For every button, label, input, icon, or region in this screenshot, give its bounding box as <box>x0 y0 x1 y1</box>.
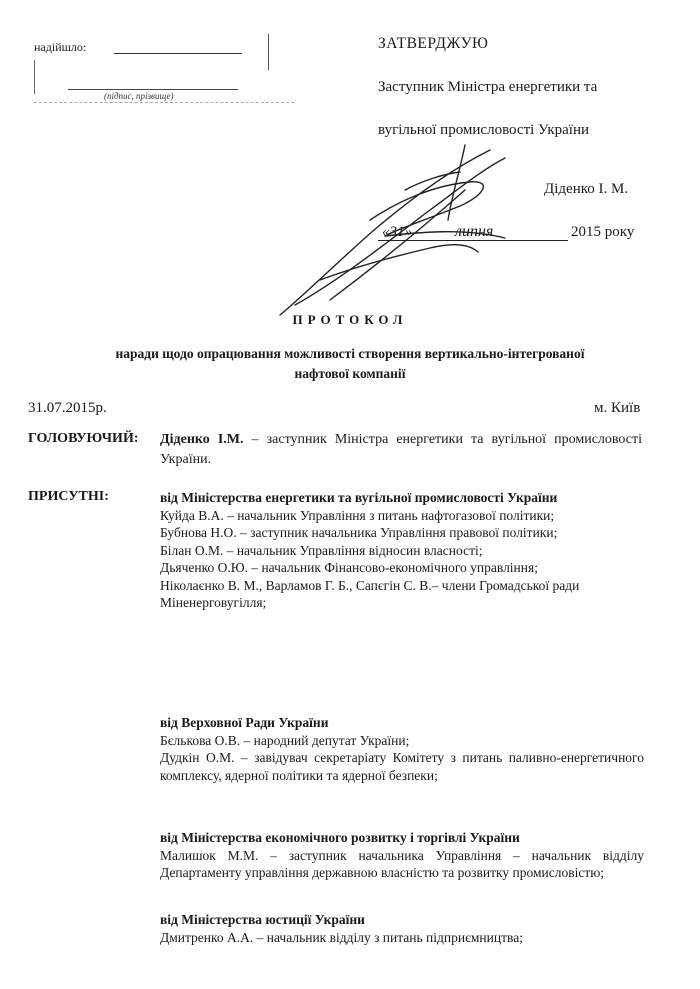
attendee-group <box>160 489 644 612</box>
incoming-stamp <box>34 40 270 100</box>
stamp-received-rule <box>114 53 242 54</box>
approval-title: ЗАТВЕРДЖУЮ <box>378 35 489 52</box>
document-subtitle-line1: наради щодо опрацювання можливості створення вертикально-інтегрованої <box>115 346 585 361</box>
attendee-line: Дудкін О.М. – завідувач секретаріату Комітету з питань паливно-енергетичного комплексу, ядерної політики та ядерної безпеки; <box>160 750 644 783</box>
attendee-group-head: від Верховної Ради України <box>160 715 329 730</box>
document-title: ПРОТОКОЛ <box>292 312 408 327</box>
attendee-line: Дмитренко А.А. – начальник відділу з питань підприємництва; <box>160 929 523 945</box>
approval-position-line1: Заступник Міністра енергетики та <box>378 79 598 95</box>
stamp-border-right <box>268 34 269 70</box>
attendee-line: Ніколаєнко В. М., Варламов Г. Б., Сапєгін С. В.– члени Громадської ради Міненерговугілля; <box>160 577 580 610</box>
stamp-border-left <box>34 60 35 94</box>
attendee-group <box>160 911 644 946</box>
attendee-group-head: від Міністерства економічного розвитку і торгівлі України <box>160 830 520 845</box>
attendee-line: Бубнова Н.О. – заступник начальника Управління правової політики; <box>160 525 558 540</box>
attendee-line: Білан О.М. – начальник Управління відносин власності; <box>160 542 483 558</box>
stamp-signature-caption: (підпис, прізвище) <box>104 91 174 101</box>
approval-position-line2: вугільної промисловості України <box>378 122 590 138</box>
document-subtitle <box>0 344 700 384</box>
attendee-group-head: від Міністерства енергетики та вугільної промисловості України <box>160 490 558 505</box>
stamp-received-label: надійшло: <box>34 40 87 54</box>
stamp-border-bottom <box>34 102 294 103</box>
attendee-group <box>160 829 644 882</box>
attendee-line: Куйда В.А. – начальник Управління з питань нафтогазової політики; <box>160 507 555 523</box>
document-city: м. Київ <box>594 400 641 416</box>
chair-text <box>160 430 642 470</box>
stamp-signature-rule <box>68 89 238 90</box>
document-date: 31.07.2015р. <box>28 400 107 416</box>
attendee-line: Малишок М.М. – заступник начальника Управління – начальник відділу Департаменту управління державною власністю та розвитку промисловістю; <box>160 847 644 880</box>
attendee-group <box>160 714 644 784</box>
chair-position: – заступник Міністра енергетики та вугільної промисловості України. <box>160 432 642 467</box>
attendee-line: Дьяченко О.Ю. – начальник Фінансово-економічного управління; <box>160 560 538 575</box>
approval-date-rule <box>378 240 568 241</box>
attendee-line: Бєлькова О.В. – народний депутат України; <box>160 732 410 748</box>
chair-name: Діденко І.М. <box>160 432 244 447</box>
approval-date-day: «31» <box>382 224 412 240</box>
approval-date-month: липня <box>455 223 494 240</box>
approval-name: Діденко І. М. <box>544 181 629 197</box>
present-label: ПРИСУТНІ: <box>28 489 109 504</box>
document-subtitle-line2: нафтової компанії <box>294 366 406 381</box>
attendee-group-head: від Міністерства юстиції України <box>160 912 365 927</box>
approval-date-year: 2015 року <box>571 224 635 240</box>
chair-label: ГОЛОВУЮЧИЙ: <box>28 431 139 446</box>
